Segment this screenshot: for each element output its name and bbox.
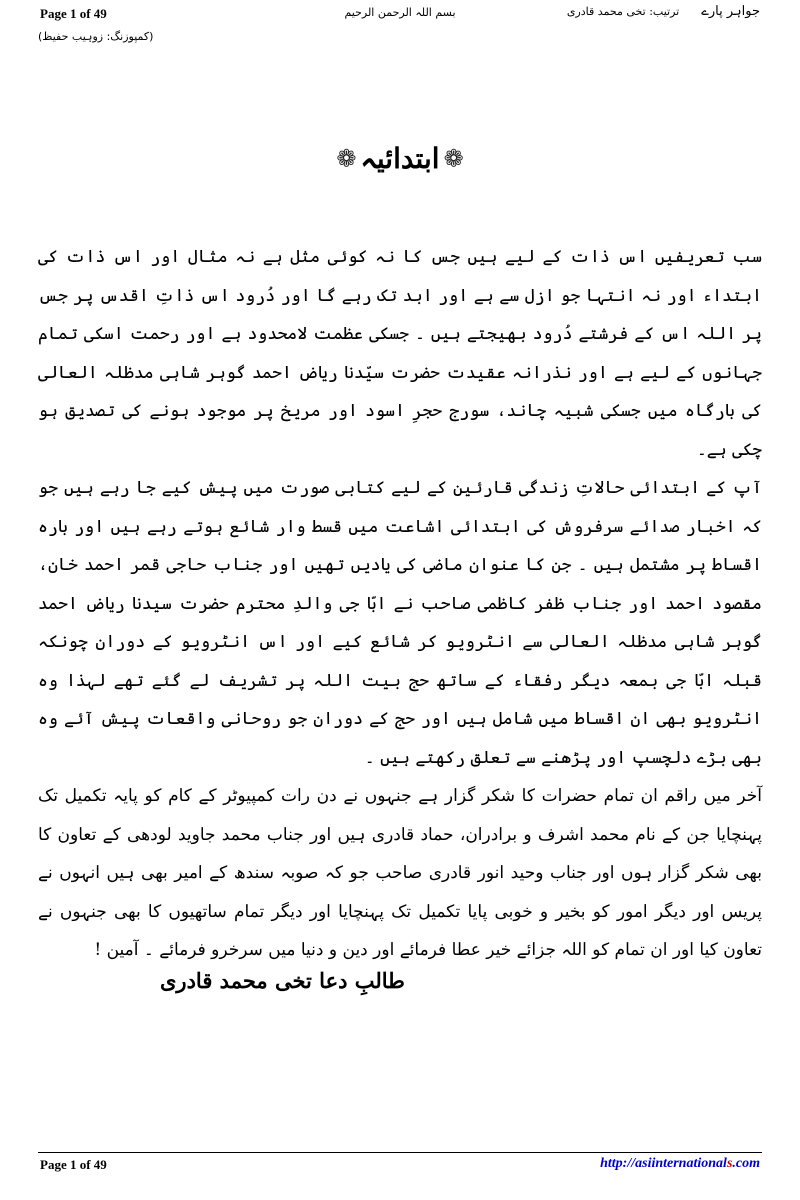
footer-website-link[interactable] <box>600 1156 760 1172</box>
footer-divider <box>38 1152 762 1153</box>
url-suffix: .com <box>732 1156 760 1171</box>
header-page-indicator: Page 1 of 49 <box>40 6 107 21</box>
signature: طالبِ دعا تخی محمد قادری <box>160 968 405 993</box>
chapter-heading <box>0 142 800 175</box>
chapter-title: ابتدائیہ <box>360 142 440 175</box>
paragraph: سب تعریفیں اس ذات کے لیے ہیں جس کا نہ کوئی مثل ہے نہ مثال اور اس ذات کی ابتداء اور نہ انتہا جو ازل سے ہے اور ابد تک رہے گا اور دُرود اس ذاتِ اقدس پر جس پر اللہ اس کے فرشتے دُرود بھیجتے ہیں ۔ جسکی عظمت لامحدود ہے اور رحمت اسکی تمام جہانوں کے لیے ہے اور نذرانہ عقیدت حضرت سیّدنا ریاض احمد گوہر شاہی مدظلہ العالی کی بارگاہ میں جسکی شبیہ چاند، سورج حجرِ اسود اور مریخ پر موجود ہونے کی تصدیق ہو چکی ہے۔ <box>38 247 762 460</box>
url-highlight: s <box>726 1156 733 1171</box>
paragraph: آخر میں راقم ان تمام حضرات کا شکر گزار ہے جنہوں نے دن رات کمپیوٹر کے کام کو پایہ تکمیل تک پہنچایا جن کے نام محمد اشرف و برادران، حماد قادری ہیں اور جناب محمد جاوید لودھی کے تعاون کا بھی شکر گزار ہوں اور جناب وحید انور قادری صاحب جو کہ صوبہ سندھ کے امیر بھی ہیں انہوں نے پریس اور دیگر امور کو بخیر و خوبی پایا تکمیل تک پہنچایا اور دیگر تمام ساتھیوں کا بھی جنہوں نے تعاون کیا اور ان تمام کو اللہ جزائے خیر عطا فرمائے اور دین و دنیا میں سرخرو فرمائے ۔ آمین ! <box>38 786 762 960</box>
composing-credit: (کمپوزنگ: زوہیب حفیظ) <box>38 30 154 43</box>
paragraph: آپ کے ابتدائی حالاتِ زندگی قارئین کے لیے کتابی صورت میں پیش کیے جا رہے ہیں جو کہ اخبار صدائے سرفروش کی ابتدائی اشاعت میں قسط وار شائع ہوتے رہے ہیں اور بارہ اقساط پر مشتمل ہیں ۔ جن کا عنوان ماضی کی یادیں تھیں اور جناب حاجی قمر احمد خان، مقصود احمد اور جناب ظفر کاظمی صاحب نے ابّا جی والدِ محترم حضرت سیدنا ریاض احمد گوہر شاہی مدظلہ العالی سے انٹرویو کر شائع کیے اور اس انٹرویو کے دوران چونکہ قبلہ ابّا جی بمعہ دیگر رفقاء کے ساتھ حج بیت اللہ پر تشریف لے گئے تھے لہذا وہ انٹرویو بھی ان اقساط میں شامل ہیں اور حج کے دوران جو روحانی واقعات پیش آئے وہ بھی بڑے دلچسپ اور پڑھنے سے تعلق رکھتے ہیں ۔ <box>38 478 762 768</box>
ornament-left-icon: ❁ <box>336 144 357 173</box>
header-bismillah: بسم اللہ الرحمن الرحیم <box>344 6 456 19</box>
footer-page-indicator: Page 1 of 49 <box>40 1157 107 1172</box>
book-arranger: ترتیب: تخی محمد قادری <box>566 5 680 18</box>
ornament-right-icon: ❁ <box>443 144 464 173</box>
header-book-title <box>567 4 760 19</box>
book-title: جواہر پارے <box>701 4 760 19</box>
url-prefix: http://asiinternational <box>600 1156 727 1171</box>
document-body <box>38 238 762 970</box>
